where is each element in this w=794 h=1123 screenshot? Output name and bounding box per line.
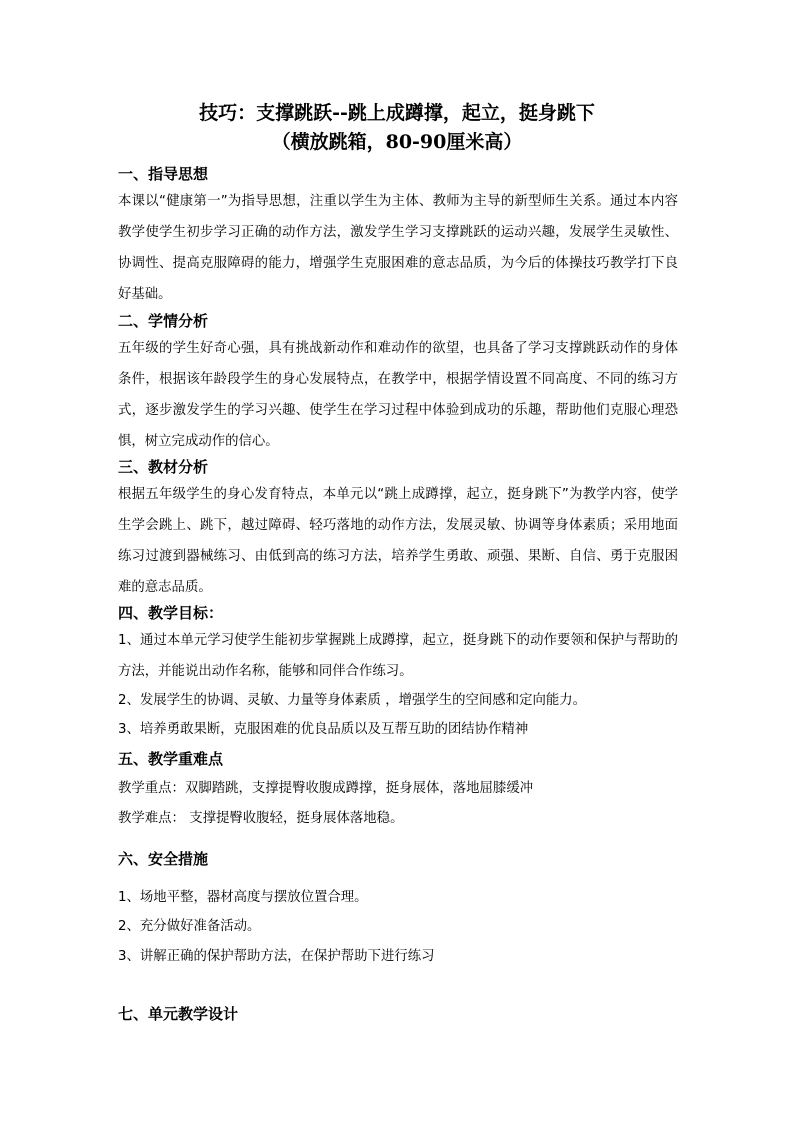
section-heading-safety-measures: 六、安全措施 xyxy=(118,850,209,868)
document-title: 技巧：支撑跳跃--跳上成蹲撑，起立，挺身跳下 xyxy=(199,102,595,124)
teaching-goal-3: 3、培养勇敢果断，克服困难的优良品质以及互帮互助的团结协作精神 xyxy=(118,722,529,737)
safety-measure-3: 3、讲解正确的保护帮助方法，在保护帮助下进行练习 xyxy=(118,949,435,964)
section-heading-teaching-goals: 四、教学目标： xyxy=(118,604,224,622)
section-heading-key-points: 五、教学重难点 xyxy=(118,750,224,768)
safety-measure-1: 1、场地平整，器材高度与摆放位置合理。 xyxy=(118,890,368,905)
teaching-difficult-point: 教学难点： 支撑提臀收腹轻，挺身展体落地稳。 xyxy=(118,811,404,826)
section-heading-student-analysis: 二、学情分析 xyxy=(118,312,209,330)
teaching-goal-1: 1、通过本单元学习使学生能初步掌握跳上成蹲撑，起立，挺身跳下的动作要领和保护与帮助的方法，并能说出动作名称，能够和同伴合作练习。 xyxy=(118,633,678,679)
section-heading-material-analysis: 三、教材分析 xyxy=(118,458,209,476)
section-body-student-analysis: 五年级的学生好奇心强，具有挑战新动作和难动作的欲望，也具备了学习支撑跳跃动作的身体条件，根据该年龄段学生的身心发展特点，在教学中，根据学情设置不同高度、不同的练习方式，逐步激发学生的学习兴趣、使学生在学习过程中体验到成功的乐趣，帮助他们克服心理恐惧，树立完成动作的信心。 xyxy=(118,341,678,449)
section-body-guiding-ideology: 本课以“健康第一”为指导思想，注重以学生为主体、教师为主导的新型师生关系。通过本内容教学使学生初步学习正确的动作方法，激发学生学习支撑跳跃的运动兴趣，发展学生灵敏性、协调性、提高克服障碍的能力，增强学生克服困难的意志品质，为今后的体操技巧教学打下良好基础。 xyxy=(118,194,678,302)
section-heading-guiding-ideology: 一、指导思想 xyxy=(118,165,209,183)
teaching-goal-2: 2、发展学生的协调、灵敏、力量等身体素质 ，增强学生的空间感和定向能力。 xyxy=(118,693,587,708)
teaching-key-point: 教学重点：双脚踏跳，支撑提臀收腹成蹲撑，挺身展体，落地屈膝缓冲 xyxy=(118,781,534,796)
safety-measure-2: 2、充分做好准备活动。 xyxy=(118,919,261,934)
section-body-material-analysis: 根据五年级学生的身心发育特点，本单元以“跳上成蹲撑，起立，挺身跳下”为教学内容，使学生学会跳上、跳下，越过障碍、轻巧落地的动作方法，发展灵敏、协调等身体素质；采用地面练习过渡到器械练习、由低到高的练习方法，培养学生勇敢、顽强、果断、自信、勇于克服困难的意志品质。 xyxy=(118,487,678,595)
section-heading-unit-design: 七、单元教学设计 xyxy=(118,1005,239,1023)
document-subtitle: （横放跳箱，80-90厘米高） xyxy=(271,131,523,153)
